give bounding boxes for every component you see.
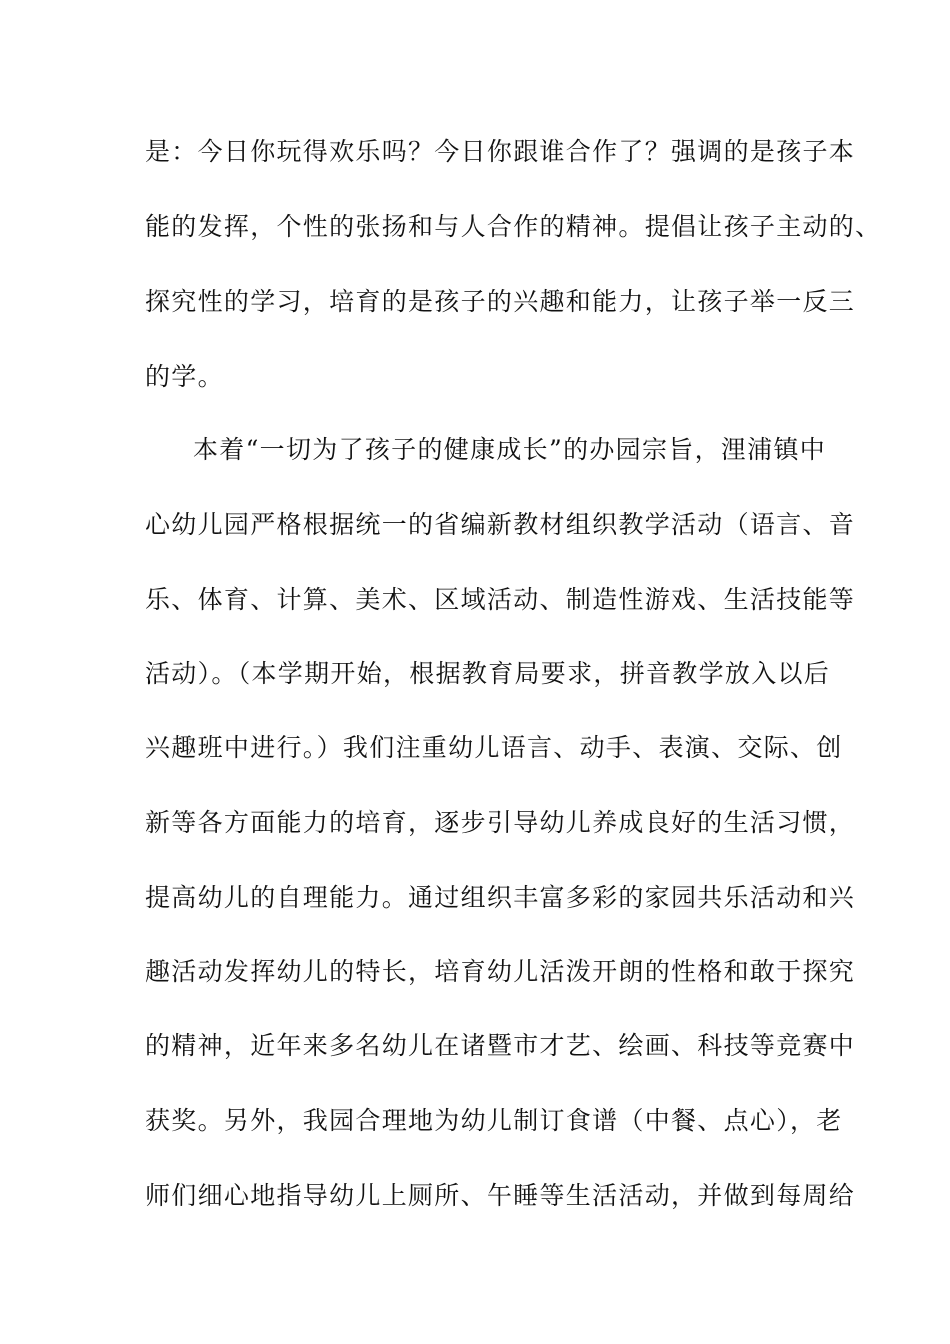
text-line: 心幼儿园严格根据统一的省编新教材组织教学活动（语言、音 xyxy=(145,510,856,539)
text-line: 获奖。另外，我园合理地为幼儿制订食谱（中餐、点心），老 xyxy=(145,1106,843,1135)
text-line: 趣活动发挥幼儿的特长，培育幼儿活泼开朗的性格和敢于探究 xyxy=(145,957,856,986)
text-line: 能的发挥，个性的张扬和与人合作的精神。提倡让孩子主动的、 xyxy=(145,212,882,241)
text-line: 活动）。（本学期开始，根据教育局要求，拼音教学放入以后 xyxy=(145,659,831,688)
text-line: 探究性的学习，培育的是孩子的兴趣和能力，让孩子举一反三 xyxy=(145,287,856,316)
text-line: 提高幼儿的自理能力。通过组织丰富多彩的家园共乐活动和兴 xyxy=(145,883,856,912)
text-line: 的学。 xyxy=(145,362,224,391)
text-line: 的精神，近年来多名幼儿在诸暨市才艺、绘画、科技等竞赛中 xyxy=(145,1031,856,1060)
text-line: 乐、体育、计算、美术、区域活动、制造性游戏、生活技能等 xyxy=(145,585,856,614)
paragraph-first-line: 本着“一切为了孩子的健康成长”的办园宗旨，浬浦镇中 xyxy=(193,435,827,464)
text-line: 兴趣班中进行。）我们注重幼儿语言、动手、表演、交际、创 xyxy=(145,733,843,762)
text-line: 新等各方面能力的培育，逐步引导幼儿养成良好的生活习惯， xyxy=(145,808,856,837)
text-line: 是：今日你玩得欢乐吗？今日你跟谁合作了？强调的是孩子本 xyxy=(145,137,856,166)
text-line: 师们细心地指导幼儿上厕所、午睡等生活活动，并做到每周给 xyxy=(145,1181,856,1210)
